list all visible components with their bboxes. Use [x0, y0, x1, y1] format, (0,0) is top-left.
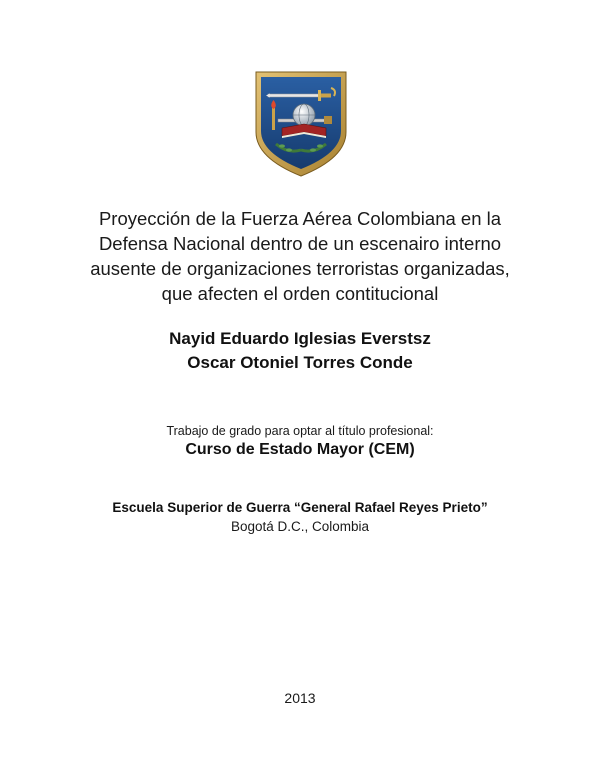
title-line: ausente de organizaciones terroristas organizadas,: [90, 258, 510, 279]
thesis-title: [60, 206, 540, 306]
author-list: [60, 327, 540, 375]
author-name: Oscar Otoniel Torres Conde: [187, 353, 413, 372]
title-line: Defensa Nacional dentro de un escenairo interno: [98, 233, 502, 254]
title-line: que afecten el orden contitucional: [161, 283, 439, 304]
degree-name: Curso de Estado Mayor (CEM): [185, 441, 415, 458]
globe-icon: [293, 104, 315, 126]
author-name: Nayid Eduardo Iglesias Everstsz: [169, 329, 431, 348]
institution-name: Escuela Superior de Guerra “General Rafael Reyes Prieto”: [112, 500, 488, 515]
publication-year: 2013: [284, 690, 316, 706]
degree-caption: Trabajo de grado para optar al título profesional:: [166, 424, 434, 438]
title-line: Proyección de la Fuerza Aérea Colombiana en la: [98, 208, 502, 229]
military-school-crest-icon: [254, 70, 348, 178]
institution-location: Bogotá D.C., Colombia: [230, 519, 370, 534]
